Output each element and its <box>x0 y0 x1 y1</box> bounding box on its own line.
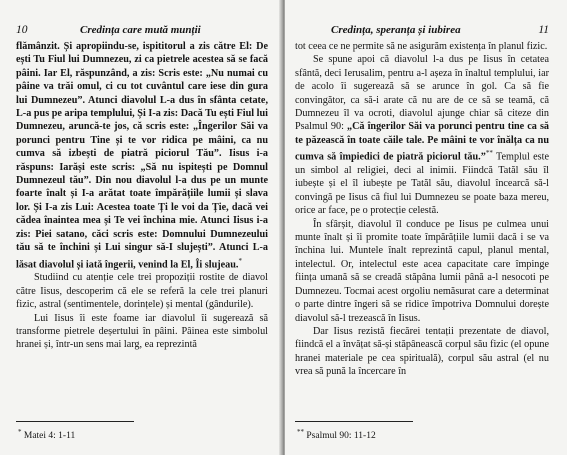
left-page-header <box>16 0 268 40</box>
right-page <box>285 0 567 455</box>
left-page <box>0 0 282 455</box>
left-running-head: Credința care mută munții <box>80 24 201 36</box>
right-page-body <box>295 40 549 379</box>
footnote-text: Psalmul 90: 11-12 <box>306 431 376 442</box>
right-paragraph-3: În sfârșit, diavolul îl conduce pe Iisus pe culmea unui munte înalt și îi promite toate împărățiile lumii dacă i se va închina lui. Muntele înalt reprezintă capul, planul mental, intelectul. Or, intelectul este acea capacitate care împinge ființa umană să se creadă stăpâna lumii până a-l nesocoti pe Dumnezeu. Tocmai acest orgoliu nemăsurat care a determinat o parte dintre îngeri să se ridice împotriva Domnului dorește diavolul să-l trezească în Iisus. <box>295 218 549 324</box>
right-page-header <box>295 0 549 40</box>
left-footnote <box>18 428 75 441</box>
footnote-marker: ** <box>485 149 493 158</box>
footnote-marker: ** <box>297 428 304 436</box>
left-paragraph-3: Lui Iisus îi este foame iar diavolul îi sugerează să transforme pietrele deșertului în pâini. Pâinea este simbolul hranei și, într-un sens mai larg, ea reprezintă <box>16 312 268 351</box>
footnote-rule <box>295 421 413 422</box>
left-paragraph-2: Studiind cu atenție cele trei propoziții rostite de diavol către Iisus, descoperim că ele se referă la cele trei planuri fizic, astral (sentimentele, dorințele) și mental (gândurile). <box>16 272 268 311</box>
paragraph-text: Templul este un simbol al religiei, deci al inimii. Fiindcă Tatăl său îl iubește și el îl iubește pe Tatăl său, diavolul încearcă să-l convingă pe Iisus că fiul lui Dumnezeu se poate baza mereu, orice ar face, pe o protecție celestă. <box>295 151 549 217</box>
footnote-marker: * <box>238 256 242 265</box>
right-page-number: 11 <box>538 24 549 36</box>
right-paragraph-2 <box>295 53 549 217</box>
footnote-rule <box>16 421 134 422</box>
right-paragraph-4: Dar Iisus rezistă fiecărei tentații prezentate de diavol, fiindcă el a învățat să-și stăpânească corpul său fizic (el opune hranei materiale pe cea spirituală), corpul său astral (el nu vrea să pună la încercare în <box>295 325 549 378</box>
right-footnote <box>297 428 376 441</box>
right-paragraph-1: tot ceea ce ne permite să ne asigurăm existența în planul fizic. <box>295 41 548 52</box>
footnote-marker: * <box>18 428 22 436</box>
gospel-quote: flămânzit. Și apropiindu-se, ispititorul a zis către El: De ești Tu Fiul lui Dumnezeu, zi ca pietrele acestea să se facă pâini. Iar El, răspunzând, a zis: Scris este: „Nu numai cu pâine va trăi omul, ci cu tot cuvântul care iese din gura lui Dumnezeu”. Atunci diavolul L-a dus în sfânta cetate, L-a pus pe aripa templului, Și I-a zis: Dacă Tu ești Fiul lui Dumnezeu, aruncă-te jos, că scris este: „Îngerilor Săi va porunci pentru Tine și te vor ridica pe mâini, ca nu cumva să izbești de piatră piciorul Tău”. Iisus i-a răspuns: Iarăși este scris: „Să nu ispitești pe Domnul Dumnezeul tău”. Din nou diavolul l-a dus pe un munte foarte înalt și I-a arătat toate împărățiile lumii și slava lor. Și I-a zis Lui: Acestea toate Ți le voi da Ție, dacă vei cădea înaintea mea și Te vei închina mie. Atunci Iisus i-a zis: Piei satano, căci scris este: Domnului Dumnezeului tău să te închini și Lui singur să-I slujești”. Atunci L-a lăsat diavolul și iată îngerii, venind la El, Îi slujeau. <box>16 41 268 270</box>
left-paragraph-1 <box>16 40 268 271</box>
left-page-number: 10 <box>16 24 28 36</box>
right-running-head: Credința, speranța și iubirea <box>331 24 461 36</box>
left-page-body <box>16 40 268 352</box>
psalm-quote: „Că îngerilor Săi va porunci pentru tine ca să te păzească în toate căile tale. Pe mâini te vor înălța ca nu cumva să împiedici de piatră piciorul tău.” <box>295 121 550 163</box>
footnote-text: Matei 4: 1-11 <box>23 431 76 442</box>
paragraph-text: Se spune apoi că diavolul l-a dus pe Iisus în cetatea sfântă, deci Ierusalim, pentru a-l așeza în înaltul templului, iar de acolo îi sugerează să se arunce în gol. Ca să fie convingător, ca să-i arate că nu are de ce să se teamă, că Dumnezeu îl va ocroti, diavolul ajunge chiar să citeze din Psalmul 90: <box>295 54 549 133</box>
